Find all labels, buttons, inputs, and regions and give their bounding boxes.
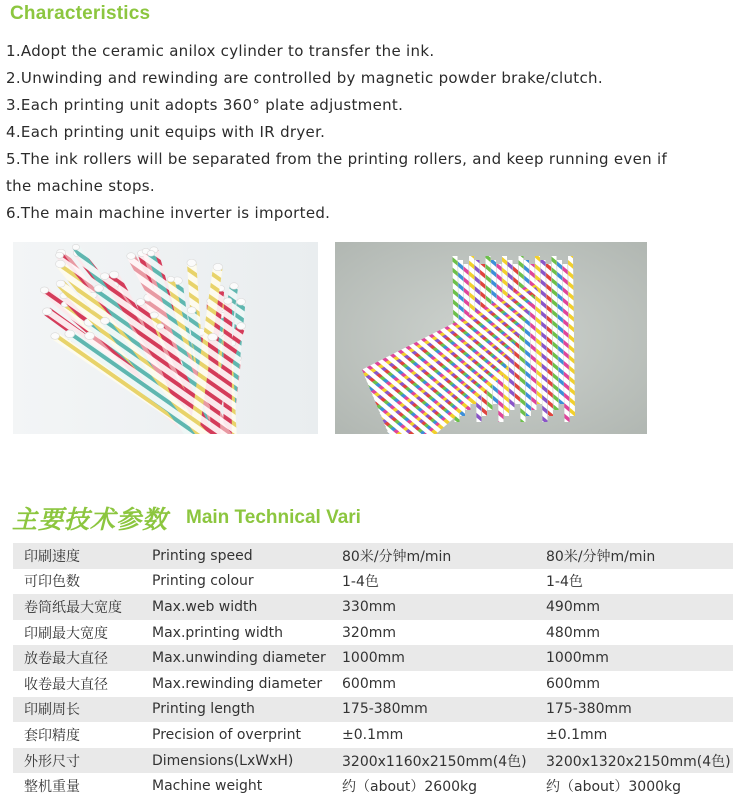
characteristic-item: 2.Unwinding and rewinding are controlled by magnetic powder brake/clutch. (6, 69, 603, 87)
param-value-b: 1-4色 (546, 569, 733, 595)
table-row (13, 543, 733, 569)
param-name-cn: 印刷周长 (13, 697, 152, 723)
param-value-b: 600mm (546, 671, 733, 697)
params-title-cn: 主要技术参数 (12, 505, 169, 534)
param-value-b: 约（about）3000kg (546, 773, 733, 799)
paper-straws-bundle-photo (335, 242, 647, 434)
table-row (13, 697, 733, 723)
param-value-a: 1000mm (342, 645, 546, 671)
param-name-en: Max.unwinding diameter (152, 645, 342, 671)
table-row (13, 671, 733, 697)
table-row (13, 773, 733, 799)
characteristic-item: the machine stops. (6, 177, 155, 195)
param-name-cn: 可印色数 (13, 569, 152, 595)
technical-params-table (13, 543, 733, 799)
table-row (13, 569, 733, 595)
param-name-cn: 整机重量 (13, 773, 152, 799)
param-value-b: 1000mm (546, 645, 733, 671)
param-name-cn: 放卷最大直径 (13, 645, 152, 671)
characteristics-list (6, 38, 731, 227)
param-name-en: Max.rewinding diameter (152, 671, 342, 697)
param-name-cn: 收卷最大直径 (13, 671, 152, 697)
table-row (13, 620, 733, 646)
param-value-a: 3200x1160x2150mm(4色) (342, 748, 546, 774)
param-value-a: 80米/分钟m/min (342, 543, 546, 569)
param-value-a: 175-380mm (342, 697, 546, 723)
table-row (13, 594, 733, 620)
paper-straws-closeup-photo (13, 242, 318, 434)
characteristic-item: 1.Adopt the ceramic anilox cylinder to transfer the ink. (6, 42, 435, 60)
param-value-b: ±0.1mm (546, 722, 733, 748)
param-name-en: Machine weight (152, 773, 342, 799)
param-value-a: 600mm (342, 671, 546, 697)
param-value-b: 490mm (546, 594, 733, 620)
param-value-a: 1-4色 (342, 569, 546, 595)
param-value-a: 约（about）2600kg (342, 773, 546, 799)
param-value-a: 320mm (342, 620, 546, 646)
param-value-a: ±0.1mm (342, 722, 546, 748)
param-name-en: Printing speed (152, 543, 342, 569)
param-name-cn: 印刷最大宽度 (13, 620, 152, 646)
param-name-cn: 卷筒纸最大宽度 (13, 594, 152, 620)
param-name-cn: 印刷速度 (13, 543, 152, 569)
param-value-b: 3200x1320x2150mm(4色) (546, 748, 733, 774)
characteristics-title: Characteristics (10, 3, 151, 24)
param-value-b: 80米/分钟m/min (546, 543, 733, 569)
characteristic-item: 6.The main machine inverter is imported. (6, 204, 331, 222)
param-name-en: Printing colour (152, 569, 342, 595)
param-value-b: 175-380mm (546, 697, 733, 723)
param-name-en: Precision of overprint (152, 722, 342, 748)
params-title-en: Main Technical Vari (186, 507, 361, 528)
characteristic-item: 3.Each printing unit adopts 360° plate adjustment. (6, 96, 404, 114)
param-name-en: Max.web width (152, 594, 342, 620)
table-row (13, 722, 733, 748)
characteristic-item: 4.Each printing unit equips with IR dryer. (6, 123, 326, 141)
param-value-b: 480mm (546, 620, 733, 646)
table-row (13, 748, 733, 774)
param-name-en: Max.printing width (152, 620, 342, 646)
table-row (13, 645, 733, 671)
param-name-en: Printing length (152, 697, 342, 723)
param-name-en: Dimensions(LxWxH) (152, 748, 342, 774)
characteristic-item: 5.The ink rollers will be separated from the printing rollers, and keep running even if (6, 150, 668, 168)
param-value-a: 330mm (342, 594, 546, 620)
param-name-cn: 套印精度 (13, 722, 152, 748)
param-name-cn: 外形尺寸 (13, 748, 152, 774)
